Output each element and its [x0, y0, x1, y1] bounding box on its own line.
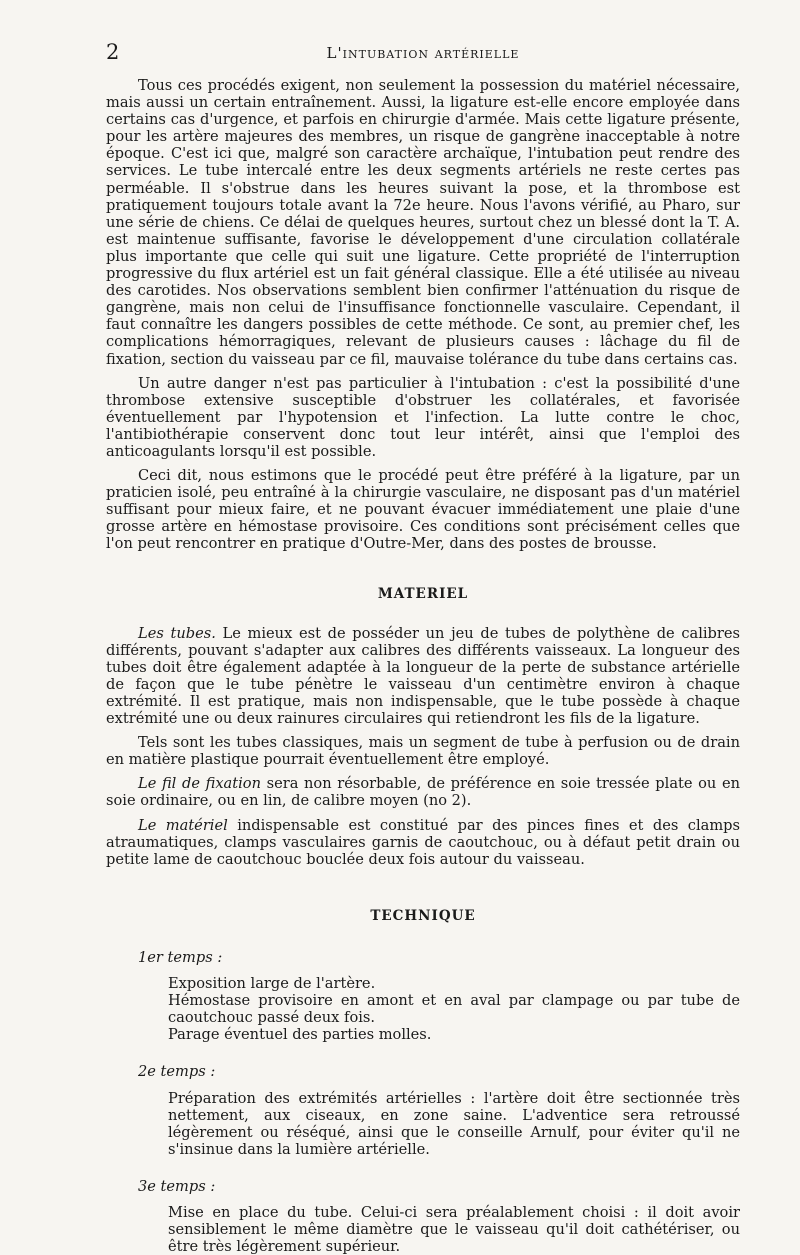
paragraph-conclusion: Ceci dit, nous estimons que le procédé peut être préféré à la ligature, par un praticien isolé, peu entraîné à la chirurgie vasculaire, ne disposant pas d'un matériel suffisant pour mieux faire, et ne pouvant évacuer immédiatement une plaie d'une grosse artère en hémostase provisoire. Ces conditions sont précisément celles que l'on peut rencontrer en pratique d'Outre-Mer, dans des postes de brousse. [106, 467, 740, 553]
lead-fixation-thread: Le fil de fixation [138, 775, 261, 793]
step-2-text: Préparation des extrémités artérielles : l'artère doit être sectionnée très nettement, aux ciseaux, en zone saine. L'adventice sera retroussé légèrement ou réséqué, ainsi que le conseille Arnulf, pour éviter qu'il ne s'insinue dans la lumière artérielle. [168, 1089, 740, 1158]
text-tubes: Le mieux est de posséder un jeu de tubes de polythène de calibres différents, pouvant s'adapter aux calibres des différents vaisseaux. La longueur des tubes doit être également adaptée à la longueur de la perte de substance artérielle de façon que le tube pénètre le vaisseau d'un centimètre environ à chaque extrémité. Il est pratique, mais non indispensable, que le tube possède à chaque extrémité une ou deux rainures circulaires qui retiendront les fils de la ligature. [106, 624, 740, 728]
text-fixation-thread: sera non résorbable, de préférence en soie tressée plate ou en soie ordinaire, ou en lin, de calibre moyen (no 2). [106, 775, 740, 810]
step-2-body [168, 1090, 740, 1158]
step-1-label: 1er temps : [138, 948, 223, 966]
running-title: L'intubation artérielle [326, 44, 520, 62]
page-number: 2 [106, 40, 120, 64]
step-3-label: 3e temps : [138, 1177, 216, 1195]
paragraph-tubes [106, 625, 740, 728]
step-1-body [168, 975, 740, 1043]
step-2-label: 2e temps : [138, 1063, 216, 1081]
step-1-line-1: Exposition large de l'artère. [168, 975, 376, 993]
paragraph-instruments [106, 817, 740, 868]
paragraph-classic-tubes: Tels sont les tubes classiques, mais un segment de tube à perfusion ou de drain en matière plastique pourrait éventuellement être employé. [106, 734, 740, 769]
step-1-line-2: Hémostase provisoire en amont et en aval par clampage ou par tube de caoutchouc passé deux fois. [168, 992, 740, 1027]
lead-tubes: Les tubes. [138, 624, 216, 642]
step-3-body [168, 1204, 740, 1255]
text-instruments: indispensable est constitué par des pinces fines et des clamps atraumatiques, clamps vasculaires garnis de caoutchouc, ou à défaut petit drain ou petite lame de caoutchouc bouclée deux fois autour du vaisseau. [106, 816, 740, 868]
section-heading-materiel: MATERIEL [377, 585, 469, 602]
paragraph-risks: Tous ces procédés exigent, non seulement la possession du matériel nécessaire, mais aussi un certain entraînement. Aussi, la ligature est-elle encore employée dans certains cas d'urgence, et parfois en chirurgie d'armée. Mais cette ligature présente, pour les artère majeures des membres, un risque de gangrène inacceptable à notre époque. C'est ici que, malgré son caractère archaïque, l'intubation peut rendre des services. Le tube intercalé entre les deux segments artériels ne reste certes pas perméable. Il s'obstrue dans les heures suivant la pose, et la thrombose est pratiquement toujours totale avant la 72e heure. Nous l'avons vérifié, au Pharo, sur une série de chiens. Ce délai de quelques heures, surtout chez un blessé dont la T. A. est maintenue suffisante, favorise le développement d'une circulation collatérale plus importante que celle qui suit une ligature. Cette propriété de l'interruption progressive du flux artériel est un fait général classique. Elle a été utilisée au niveau des carotides. Nos observations semblent bien confirmer l'atténuation du risque de gangrène, mais non celui de l'insuffisance fonctionnelle vasculaire. Cependant, il faut connaître les dangers possibles de cette méthode. Ce sont, au premier chef, les complications hémorragiques, relevant de plusieurs causes : lâchage du fil de fixation, section du vaisseau par ce fil, mauvaise tolérance du tube dans certains cas. [106, 77, 740, 368]
section-heading-technique: TECHNIQUE [370, 907, 476, 924]
step-3-text: Mise en place du tube. Celui-ci sera préalablement choisi : il doit avoir sensiblement le même diamètre que le vaisseau qu'il doit cathétériser, ou être très légèrement supérieur. [168, 1203, 740, 1255]
paragraph-thrombosis: Un autre danger n'est pas particulier à l'intubation : c'est la possibilité d'une thrombose extensive susceptible d'obstruer les collatérales, et favorisée éventuellement par l'hypotension et l'infection. La lutte contre le choc, l'antibiothérapie conservent donc tout leur intérêt, ainsi que l'emploi des anticoagulants lorsqu'il est possible. [106, 374, 740, 460]
lead-instruments: Le matériel [138, 816, 228, 834]
paragraph-fixation-thread [106, 775, 740, 809]
page-body [106, 77, 740, 1255]
page-header [106, 40, 740, 70]
step-1-line-3: Parage éventuel des parties molles. [168, 1026, 432, 1044]
